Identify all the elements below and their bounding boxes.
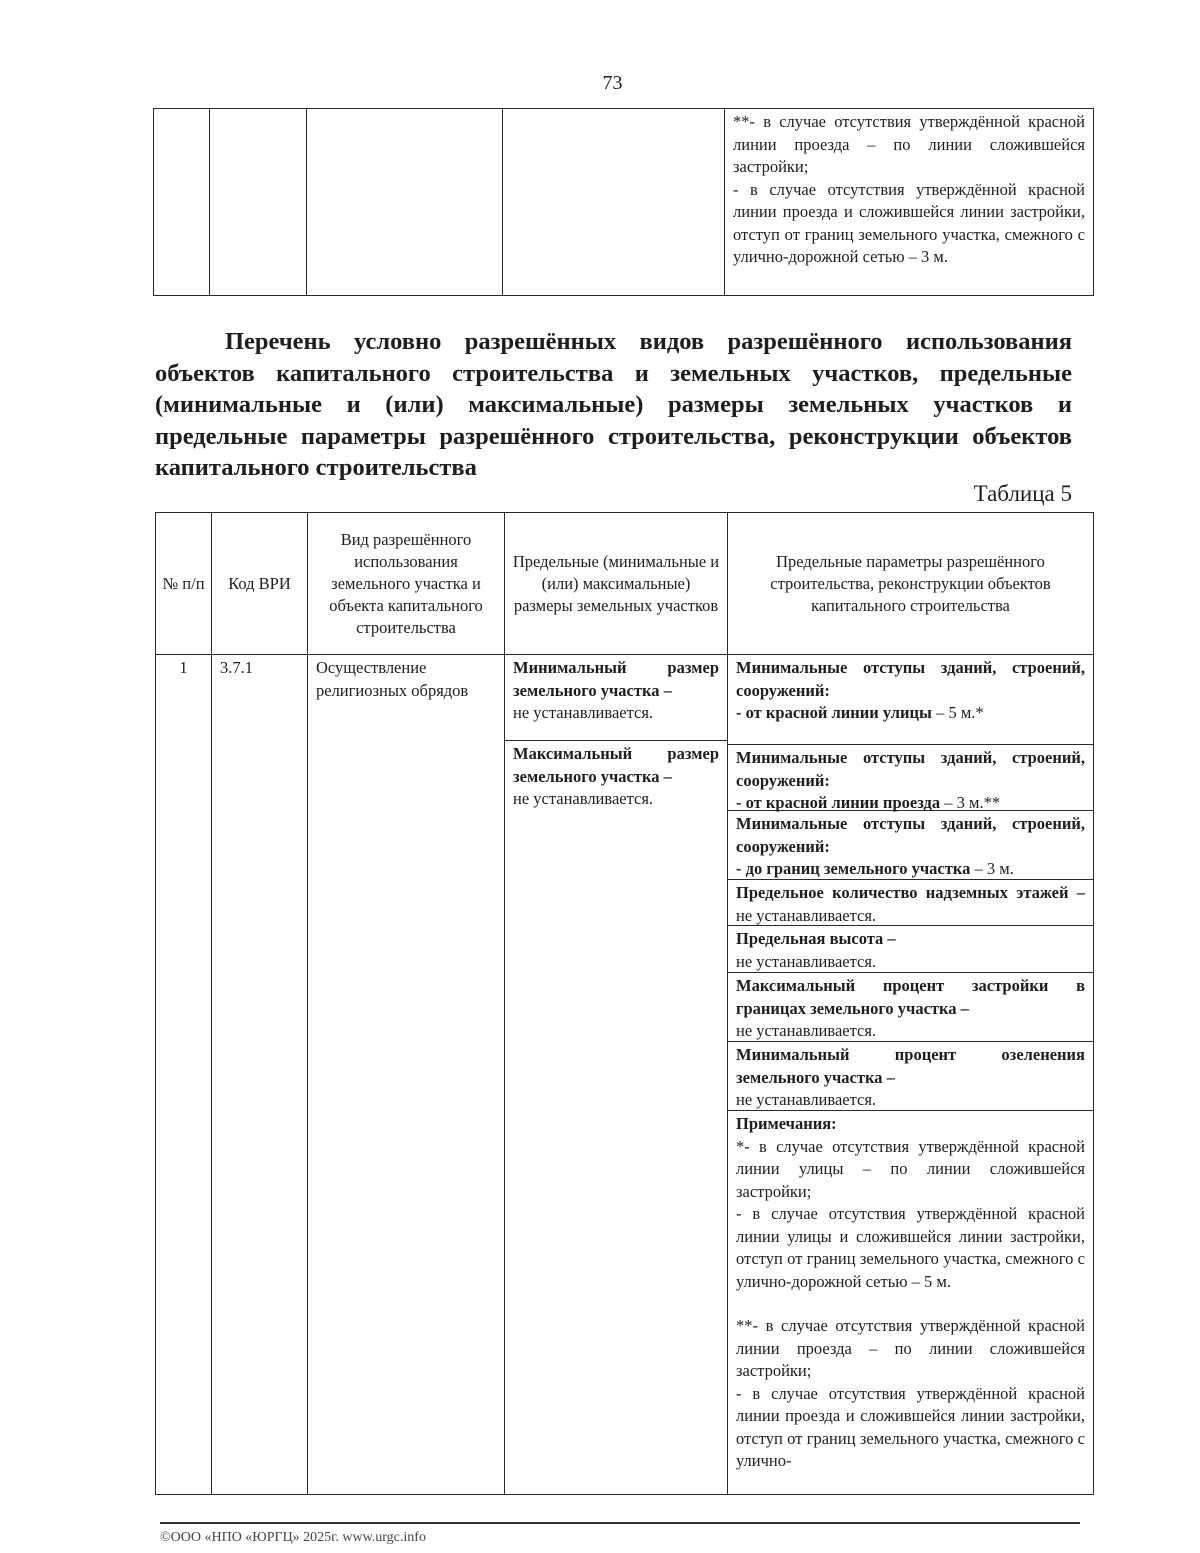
min-plot-size: Минимальный размер земельного участка – не устанавливается. [505,655,727,741]
max-plot-size: Максимальный размер земельного участка – не устанавливается. [513,744,719,808]
notes-title: Примечания: [736,1114,837,1133]
parameters-cell [728,655,1094,1495]
plot-size-cell [505,655,728,1495]
note-paragraph: - в случае отсутствия утверждённой красной линии проезда и сложившейся линии застройки, отступ от границ земельного участка, смежного с улично-дорожной сетью – 3 м. [733,179,1085,266]
table-cell [154,109,210,296]
note-paragraph: *- в случае отсутствия утверждённой красной линии улицы – по линии сложившейся застройки; [736,1136,1085,1201]
row-code: 3.7.1 [212,655,308,1495]
floors-limit: Предельное количество надземных этажей – не устанавливается. [728,880,1093,926]
table-header-row [156,513,1094,655]
note-paragraph: **- в случае отсутствия утверждённой красной линии проезда – по линии сложившейся застройки; [736,1316,1085,1380]
header-parameters: Предельные параметры разрешённого строительства, реконструкции объектов капитального строительства [728,513,1094,655]
note-paragraph: - в случае отсутствия утверждённой красной линии улицы и сложившейся линии застройки, отступ от границ земельного участка, смежного с улично-дорожной сетью – 5 м. [736,1204,1085,1291]
table-cell [210,109,307,296]
setback-street: Минимальные отступы зданий, строений, сооружений: - от красной линии улицы – 5 м.* [728,655,1093,745]
row-use-type: Осуществление религиозных обрядов [308,655,505,1495]
header-number: № п/п [156,513,212,655]
notes [728,1111,1093,1475]
note-paragraph: - в случае отсутствия утверждённой красной линии проезда и сложившейся линии застройки, отступ от границ земельного участка, смежного с улично- [736,1383,1085,1470]
note-paragraph: **- в случае отсутствия утверждённой красной линии проезда – по линии сложившейся застройки; [733,112,1085,176]
regulations-table [155,512,1094,1495]
continuation-table [153,108,1094,296]
max-built-percent: Максимальный процент застройки в границах земельного участка – не устанавливается. [728,973,1093,1042]
header-use-type: Вид разрешённого использования земельного участка и объекта капитального строительства [308,513,505,655]
footer-copyright: ©ООО «НПО «ЮРГЦ» 2025г. www.urgc.info [160,1530,426,1545]
section-heading: Перечень условно разрешённых видов разрешённого использования объектов капитального строительства и земельных участков, предельные (минимальные и (или) максимальные) размеры земельных участков и предельные параметры разрешённого строительства, реконструкции объектов капитального строительства [155,328,1072,481]
footer-divider [160,1522,1080,1524]
continuation-notes [725,109,1094,296]
page-number: 73 [602,72,623,94]
header-plot-size: Предельные (минимальные и (или) максимальные) размеры земельных участков [505,513,728,655]
table-row [156,655,1094,1495]
min-green-percent: Минимальный процент озеленения земельного участка – не устанавливается. [728,1042,1093,1111]
setback-plot-boundary: Минимальные отступы зданий, строений, сооружений: - до границ земельного участка – 3 м. [728,811,1093,880]
table-cell [503,109,725,296]
height-limit: Предельная высота – не устанавливается. [728,926,1093,973]
table-cell [307,109,503,296]
row-number: 1 [156,655,212,1495]
table-row [154,109,1094,296]
setback-passage: Минимальные отступы зданий, строений, сооружений: - от красной линии проезда – 3 м.** [728,745,1093,811]
header-code: Код ВРИ [212,513,308,655]
table-caption: Таблица 5 [973,481,1072,506]
